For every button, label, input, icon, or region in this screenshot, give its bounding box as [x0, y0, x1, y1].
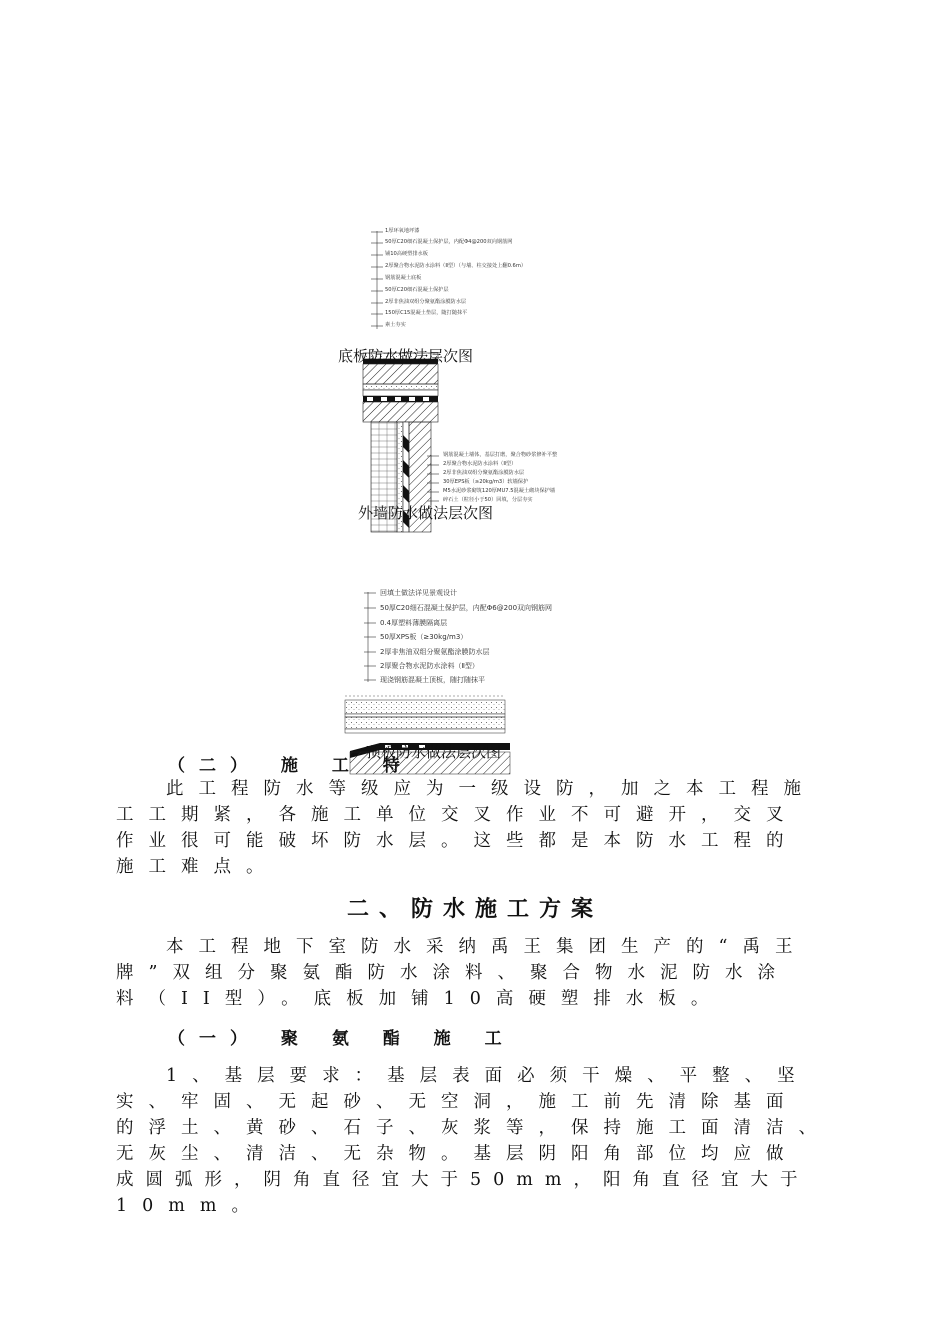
paragraph-line: 1、基层要求：基层表面必须干燥、平整、坚	[166, 1066, 810, 1086]
floor-label-2: 50厚C20细石混凝土保护层，内配Φ4@200双向钢筋网	[385, 239, 513, 245]
roof-label-6: 2厚聚合物水泥防水涂料（Ⅱ型）	[380, 662, 479, 670]
floor-label-7: 2厚非焦油双组分聚氨酯涂膜防水层	[385, 299, 467, 305]
floor-label-4: 2厚聚合物水泥防水涂料（Ⅱ型）（与墙、柱交接处上翻0.6m）	[385, 263, 527, 269]
wall-figure-caption: 外墙防水做法层次图	[358, 504, 494, 522]
section-heading-construction-features: （二） 施 工 特	[168, 756, 414, 776]
floor-figure-caption: 底板防水做法层次图	[338, 347, 474, 365]
paragraph-line: 无灰尘、清洁、无杂物。基层阴阳角部位均应做	[116, 1144, 799, 1164]
wall-label-2: 2厚聚合物水泥防水涂料（Ⅱ型）	[443, 461, 517, 467]
paragraph-line: 10mm。	[116, 1196, 264, 1216]
paragraph-line: 本工程地下室防水采纳禹王集团生产的“禹王	[166, 937, 808, 957]
paragraph-line: 此工程防水等级应为一级设防，加之本工程施	[166, 779, 816, 799]
roof-figure-caption: 顶板防水做法层次图	[366, 743, 502, 761]
paragraph-line: 施工难点。	[116, 857, 279, 877]
floor-label-3: 铺10高硬塑排水板	[385, 251, 428, 257]
wall-label-3: 2厚非焦油双组分聚氨酯涂膜防水层	[443, 470, 525, 476]
wall-label-6: 碎石土（粒径小于50）回填，分层夯实	[443, 497, 533, 503]
chapter-heading: 二、防水施工方案	[346, 896, 603, 922]
roof-label-3: 0.4厚塑料薄膜隔离层	[380, 619, 448, 627]
floor-label-1: 1厚环氧地坪漆	[385, 228, 420, 234]
floor-label-6: 50厚C20细石混凝土保护层	[385, 287, 449, 293]
paragraph-line: 成圆弧形，阴角直径宜大于50mm，阳角直径宜大于	[116, 1170, 810, 1190]
paragraph-line: 料（II型）。底板加铺10高硬塑排水板。	[116, 989, 724, 1009]
roof-label-1: 回填土做法详见景观设计	[380, 589, 457, 597]
wall-label-4: 30厚EPS板（≥20kg/m3）软墙保护	[443, 479, 529, 485]
floor-label-9: 素土夯实	[385, 322, 406, 328]
floor-label-8: 150厚C15混凝土垫层，随打随抹平	[385, 310, 468, 316]
roof-label-2: 50厚C20细石混凝土保护层，内配Φ6@200双向钢筋网	[380, 604, 553, 612]
paragraph-line: 的浮土、黄砂、石子、灰浆等，保持施工面清洁、	[116, 1118, 831, 1138]
paragraph-line: 作业很可能破坏防水层。这些都是本防水工程的	[116, 831, 799, 851]
wall-label-1: 钢筋混凝土墙体，基层打磨，聚合物砂浆修补平整	[443, 452, 558, 458]
floor-label-5: 钢筋混凝土底板	[385, 275, 422, 281]
roof-label-4: 50厚XPS板（≥30kg/m3）	[380, 633, 468, 641]
paragraph-line: 工工期紧，各施工单位交叉作业不可避开，交叉	[116, 805, 799, 825]
roof-label-7: 现浇钢筋混凝土顶板，随打随抹平	[380, 676, 485, 684]
paragraph-line: 实、牢固、无起砂、无空洞，施工前先清除基面	[116, 1092, 799, 1112]
wall-label-5: M5水泥砂浆砌筑120厚MU7.5混凝土砌块保护墙	[443, 488, 556, 494]
subheading-polyurethane: （一） 聚 氨 酯 施 工	[168, 1029, 516, 1049]
paragraph-line: 牌”双组分聚氨酯防水涂料、聚合物水泥防水涂	[116, 963, 790, 983]
floor-wall-detail-figure	[355, 225, 595, 535]
roof-label-5: 2厚非焦油双组分聚氨酯涂膜防水层	[380, 648, 490, 656]
